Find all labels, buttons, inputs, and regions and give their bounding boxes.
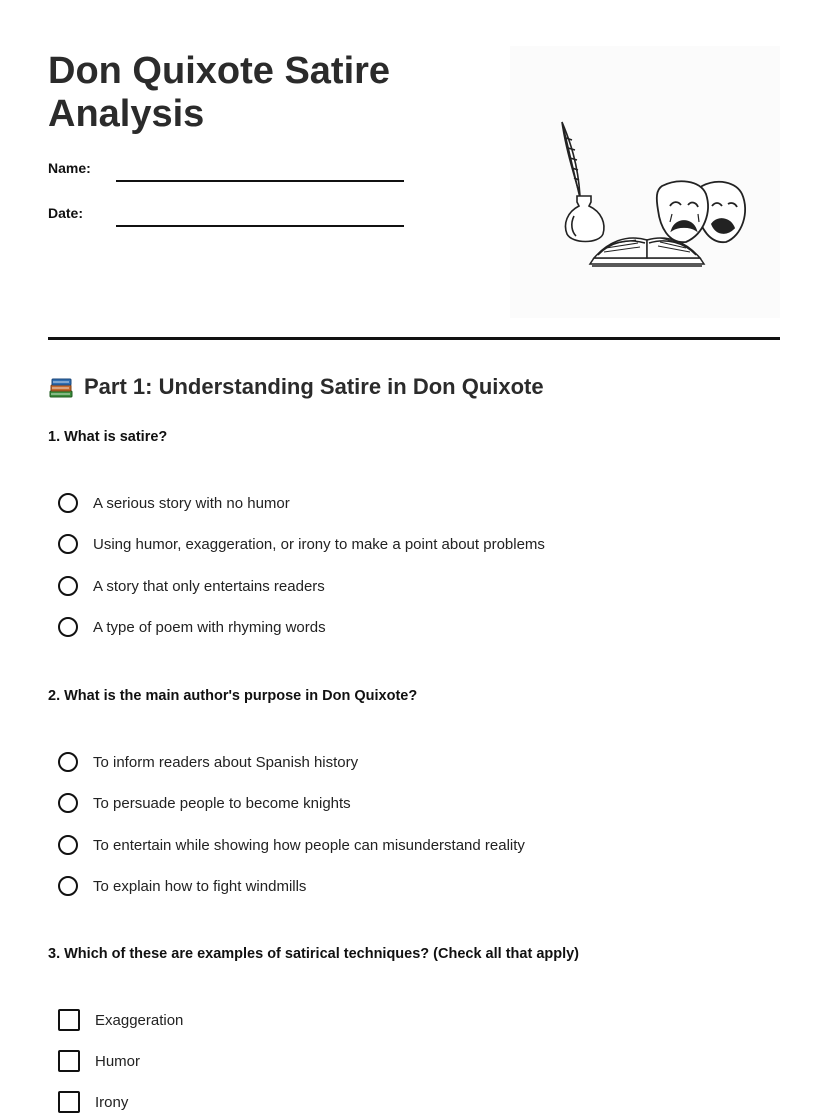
checkbox[interactable] (58, 1050, 80, 1072)
name-blank-line[interactable] (116, 180, 404, 182)
option-label: To persuade people to become knights (93, 794, 351, 812)
option-label: To entertain while showing how people can misunderstand reality (93, 836, 525, 854)
option-label: To inform readers about Spanish history (93, 753, 359, 771)
option-label: Exaggeration (95, 1011, 184, 1029)
name-label: Name: (48, 160, 91, 176)
header-illustration (510, 46, 780, 318)
q2-option-4[interactable] (58, 874, 758, 898)
section-divider (48, 337, 780, 340)
q1-option-2[interactable] (58, 532, 758, 556)
part1-heading (48, 374, 544, 400)
q2-option-2[interactable] (58, 791, 758, 815)
question-2-prompt: 2. What is the main author's purpose in Don Quixote? (48, 688, 418, 704)
question-1-prompt: 1. What is satire? (48, 429, 168, 445)
q3-option-2[interactable] (58, 1049, 758, 1073)
q1-option-3[interactable] (58, 574, 758, 598)
option-label: A serious story with no humor (93, 494, 290, 512)
q1-option-1[interactable] (58, 491, 758, 515)
question-3-prompt: 3. Which of these are examples of satirical techniques? (Check all that apply) (48, 946, 580, 962)
radio-button[interactable] (58, 534, 78, 554)
option-label: A type of poem with rhyming words (93, 618, 326, 636)
radio-button[interactable] (58, 793, 78, 813)
part1-heading-text: Part 1: Understanding Satire in Don Quixote (84, 374, 544, 399)
option-label: Humor (95, 1052, 141, 1070)
books-icon (48, 374, 74, 400)
illustration-svg (510, 46, 780, 318)
ink-bottle-icon (566, 196, 604, 242)
q2-option-1[interactable] (58, 750, 758, 774)
option-label: To explain how to fight windmills (93, 877, 307, 895)
option-label: Irony (95, 1093, 129, 1111)
page-title: Don Quixote Satire Analysis (48, 50, 391, 135)
theater-masks-icon (657, 181, 745, 242)
radio-button[interactable] (58, 617, 78, 637)
quill-icon (562, 122, 584, 206)
radio-button[interactable] (58, 493, 78, 513)
checkbox[interactable] (58, 1091, 80, 1113)
q3-option-3[interactable] (58, 1090, 758, 1114)
option-label: A story that only entertains readers (93, 577, 325, 595)
q2-option-3[interactable] (58, 833, 758, 857)
radio-button[interactable] (58, 576, 78, 596)
checkbox[interactable] (58, 1009, 80, 1031)
date-field[interactable] (48, 205, 408, 229)
q3-option-1[interactable] (58, 1008, 758, 1032)
q1-option-4[interactable] (58, 615, 758, 639)
name-field[interactable] (48, 160, 408, 184)
radio-button[interactable] (58, 876, 78, 896)
radio-button[interactable] (58, 835, 78, 855)
option-label: Using humor, exaggeration, or irony to make a point about problems (93, 535, 545, 553)
date-label: Date: (48, 205, 84, 221)
radio-button[interactable] (58, 752, 78, 772)
date-blank-line[interactable] (116, 225, 404, 227)
